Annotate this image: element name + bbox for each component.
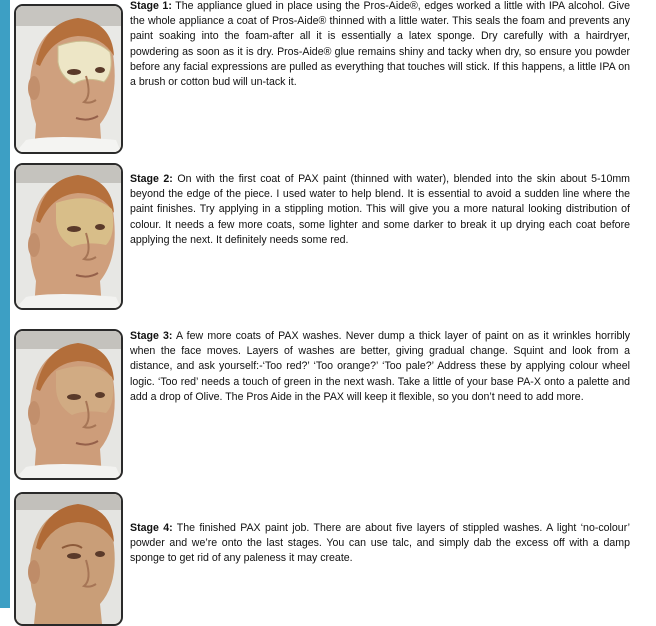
stage-2-text: On with the first coat of PAX paint (thinned with water), blended into the skin about 5-10mm beyond the edge of the piece. I used water to help blend. It is essential to avoid a sudden line where the paint finishes. Try applying in a stippling motion. This will give you a more natural looking distribution of colour. It needs a few more coats, some lighter and some darker to break it up drying each coat before applying the next. It definitely needs some red. — [130, 173, 630, 246]
stage-1-text: The appliance glued in place using the Pros-Aide®, edges worked a little with IPA alcohol. Give the whole appliance a coat of Pros-Aide® thinned with a little water. This seals the foam and prevents any paint soaking into the foam-after all it is essentially a latex sponge. Dry carefully with a hairdryer, powdering as soon as it is dry. Pros-Aide® glue remains shiny and tacky when dry, so ensure you powder before any facial expressions are pulled as everything that touches will stick. If this happens, a little IPA on a brush or cotton bud will un-tack it. — [130, 0, 630, 89]
stage-3-description — [130, 329, 630, 405]
stage-1-photo — [14, 4, 123, 154]
stage-3-label: Stage 3: — [130, 330, 173, 342]
stage-2-label: Stage 2: — [130, 173, 173, 185]
stage-4-label: Stage 4: — [130, 522, 173, 534]
stage-2-description — [130, 172, 630, 248]
stage-2-photo — [14, 163, 123, 310]
stage-3-photo — [14, 329, 123, 480]
stage-3-text: A few more coats of PAX washes. Never dump a thick layer of paint on as it wrinkles horribly when the face moves. Layers of washes are better, giving gradual change. Squint and look from a distance, and ask yourself:-‘Too red?’ ‘Too orange?’ ‘Too pale?’ Address these by applying colour wheel logic. ‘Too red’ needs a touch of green in the next wash. Take a little of your base PA-X onto a palette and add a drop of Olive. The Pros Aide in the PAX will keep it flexible, so you don’t need to add more. — [130, 330, 631, 403]
stage-4-photo — [14, 492, 123, 626]
left-accent-bar — [0, 0, 10, 608]
stage-1-description — [130, 0, 630, 90]
stage-4-description — [130, 521, 630, 567]
stage-4-text: The finished PAX paint job. There are about five layers of stippled washes. A light ‘no-colour’ powder and we’re onto the last stages. You can use talc, and simply dab the excess off with a damp sponge to get rid of any paleness it may create. — [130, 522, 630, 565]
stage-1-label: Stage 1: — [130, 0, 172, 12]
